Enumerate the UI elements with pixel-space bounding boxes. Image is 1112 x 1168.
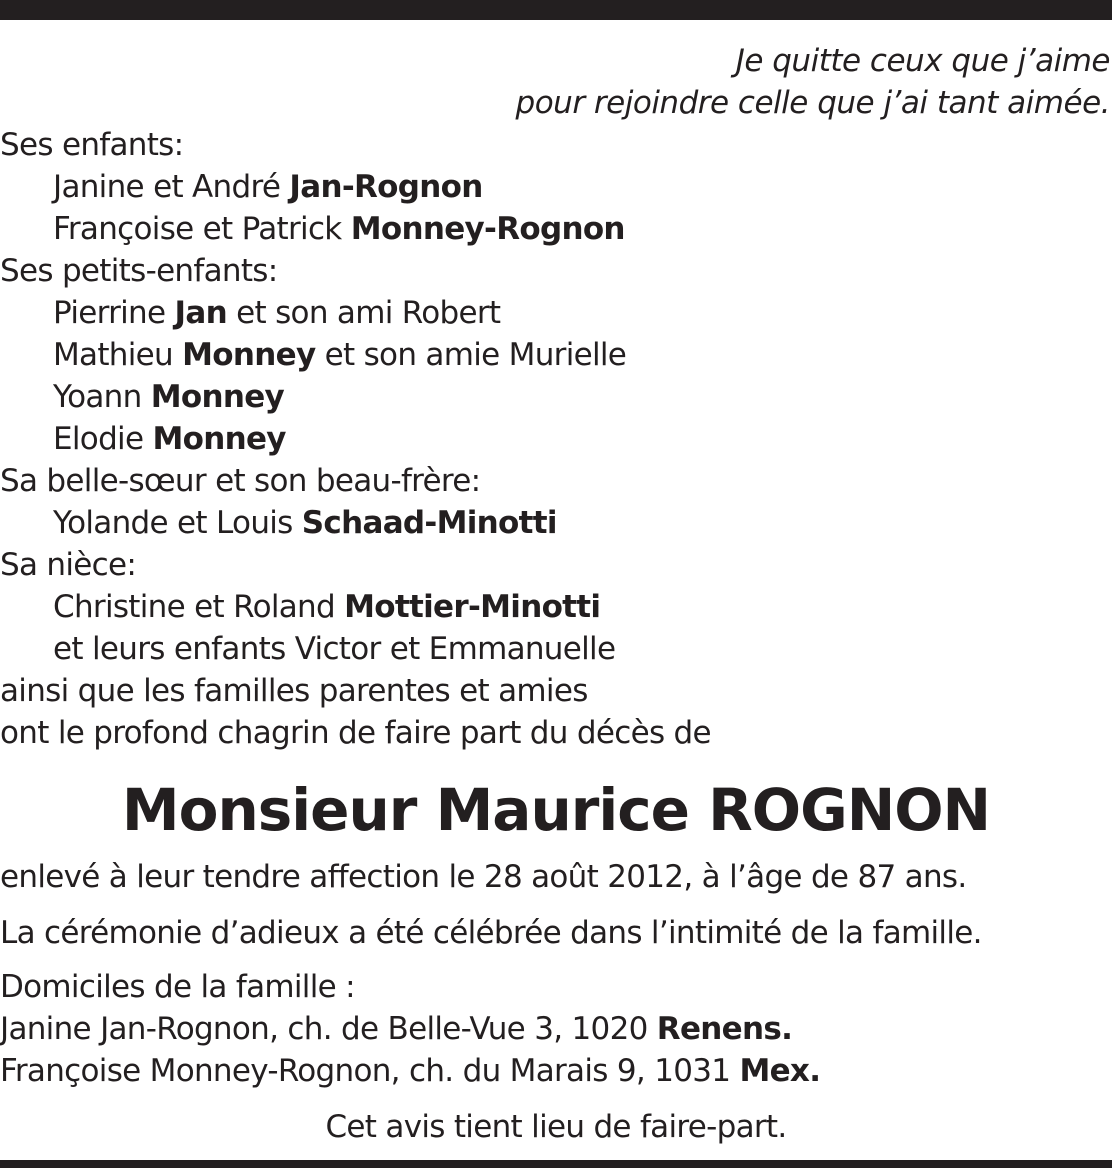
surname: Monney-Rognon	[350, 211, 625, 247]
surname: Monney	[182, 337, 316, 373]
deceased-name: Monsieur Maurice ROGNON	[121, 776, 991, 844]
town: Renens.	[656, 1011, 793, 1047]
top-rule	[0, 0, 1112, 20]
niece-children: et leurs enfants Victor et Emmanuelle	[53, 631, 616, 667]
address: Janine Jan-Rognon, ch. de Belle-Vue 3, 1020	[0, 1011, 657, 1047]
grandchildren-heading: Ses petits-enfants:	[0, 253, 278, 289]
given-names: Christine et Roland	[53, 589, 345, 625]
partner-note: et son ami Robert	[226, 295, 501, 331]
given-names: Françoise et Patrick	[53, 211, 351, 247]
given-names: Mathieu	[53, 337, 183, 373]
given-names: Janine et André	[53, 169, 290, 205]
surname: Jan-Rognon	[289, 169, 483, 205]
grandchild-entry	[53, 334, 626, 376]
surname: Monney	[150, 379, 285, 415]
grandchild-entry	[53, 376, 284, 418]
epigraph-line-2: pour rejoindre celle que j’ai tant aimée.	[515, 85, 1110, 121]
given-names: Pierrine	[53, 295, 175, 331]
closing-line-2: ont le profond chagrin de faire part du décès de	[0, 715, 711, 751]
surname: Schaad-Minotti	[301, 505, 557, 541]
given-names: Yoann	[53, 379, 151, 415]
passing-details: enlevé à leur tendre affection le 28 août 2012, à l’âge de 87 ans.	[0, 859, 967, 895]
closing-line-1: ainsi que les familles parentes et amies	[0, 673, 588, 709]
domiciles-heading: Domiciles de la famille :	[0, 969, 355, 1005]
surname: Monney	[152, 421, 286, 457]
domicile-entry	[0, 1050, 820, 1092]
town: Mex.	[739, 1053, 821, 1089]
address: Françoise Monney-Rognon, ch. du Marais 9, 1031	[0, 1053, 740, 1089]
bottom-rule	[0, 1160, 1112, 1168]
child-entry	[53, 166, 483, 208]
child-entry	[53, 208, 625, 250]
grandchild-entry	[53, 292, 500, 334]
ceremony-details: La cérémonie d’adieux a été célébrée dans l’intimité de la famille.	[0, 915, 982, 951]
niece-heading: Sa nièce:	[0, 547, 137, 583]
partner-note: et son amie Murielle	[315, 337, 627, 373]
grandchild-entry	[53, 418, 286, 460]
inlaws-heading: Sa belle-sœur et son beau-frère:	[0, 463, 481, 499]
children-heading: Ses enfants:	[0, 127, 184, 163]
surname: Jan	[174, 295, 227, 331]
epigraph-line-1: Je quitte ceux que j’aime	[735, 43, 1110, 79]
surname: Mottier-Minotti	[344, 589, 601, 625]
notice-line: Cet avis tient lieu de faire-part.	[325, 1109, 787, 1145]
given-names: Yolande et Louis	[53, 505, 302, 541]
given-names: Elodie	[53, 421, 153, 457]
inlaw-entry	[53, 502, 557, 544]
domicile-entry	[0, 1008, 792, 1050]
niece-entry	[53, 586, 600, 628]
